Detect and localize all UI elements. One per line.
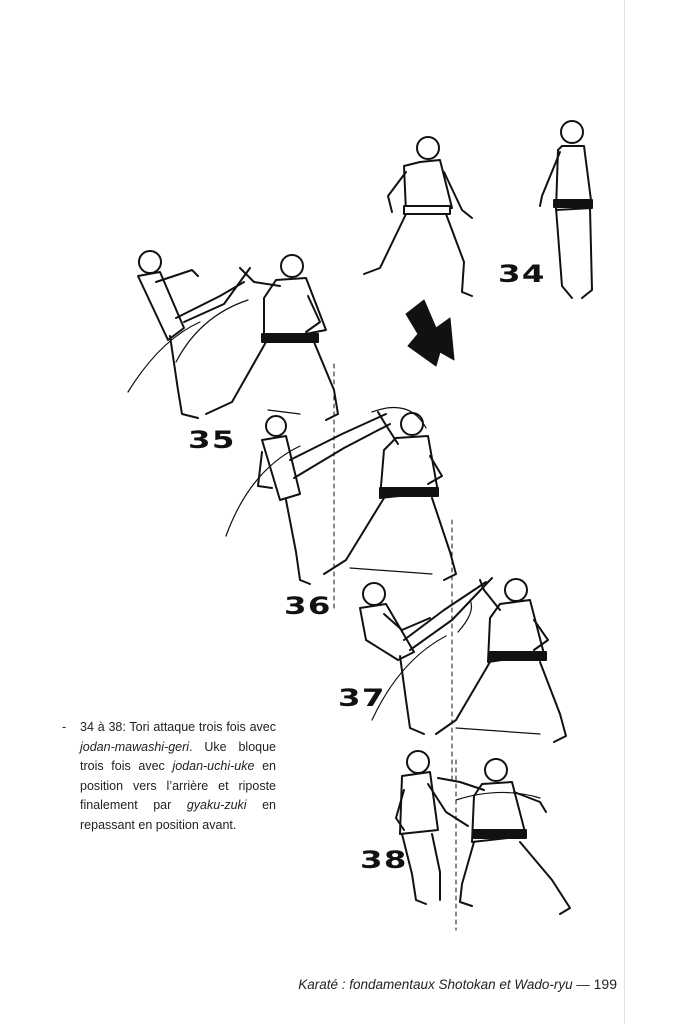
caption-text: en position vers l’arrière et riposte finalement par (80, 759, 276, 812)
figure-number-34: 34 (498, 260, 546, 288)
book-title: Karaté : fondamentaux Shotokan et Wado-ryu — (298, 977, 590, 992)
figure-caption (64, 718, 276, 835)
movement-arrow (406, 300, 454, 366)
caption-term: gyaku-zuki (186, 798, 247, 812)
caption-text: 34 à 38: Tori attaque trois fois avec (80, 720, 276, 734)
figure-35-tori (138, 251, 250, 418)
figure-number-35: 35 (188, 426, 236, 454)
figure-35-uke (128, 255, 338, 420)
figure-number-36: 36 (284, 592, 332, 620)
caption-dash: - (62, 720, 67, 734)
figure-38-uke (438, 759, 570, 914)
caption-term: jodan-mawashi-geri (80, 739, 190, 754)
figure-34-uke (540, 121, 592, 298)
caption-text: . Uke bloque trois fois avec (80, 739, 276, 773)
running-footer (298, 976, 617, 992)
caption-text: en repassant en position avant. (80, 798, 276, 832)
caption-term: jodan-uchi-uke (172, 759, 255, 773)
figure-34-tori (364, 137, 472, 296)
figure-36-tori (226, 410, 390, 584)
figure-number-38: 38 (360, 846, 408, 874)
caption-body (64, 718, 276, 835)
page-number: 199 (593, 976, 617, 992)
figure-38-tori (396, 751, 468, 904)
figure-number-37: 37 (338, 684, 386, 712)
